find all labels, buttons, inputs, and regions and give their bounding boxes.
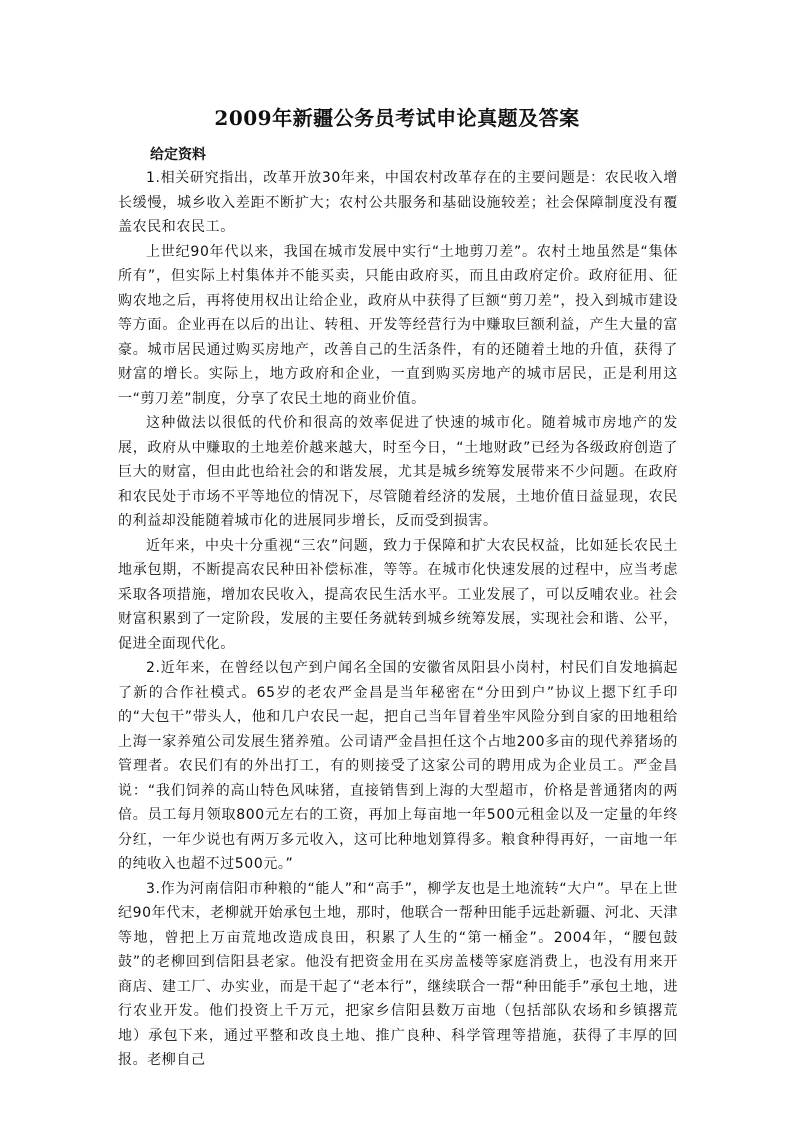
- paragraph-1: 1.相关研究指出，改革开放30年来，中国农村改革存在的主要问题是：农民收入增长缓慢，城乡收入差距不断扩大；农村公共服务和基础设施较差；社会保障制度没有覆盖农民和农民工。: [118, 170, 678, 235]
- paragraph-6: 3.作为河南信阳市种粮的“能人”和“高手”，柳学友也是土地流转“大户”。早在上世纪90年代末，老柳就开始承包土地，那时，他联合一帮种田能手远赴新疆、河北、天津等地，曾把上万亩荒地改造成良田，积累了人生的“第一桶金”。2004年，“腰包鼓鼓”的老柳回到信阳县老家。他没有把资金用在买房盖楼等家庭消费上，也没有用来开商店、建工厂、办实业，而是干起了“老本行”，继续联合一帮“种田能手”承包土地，进行农业开发。他们投资上千万元，把家乡信阳县数万亩地（包括部队农场和乡镇撂荒地）承包下来，通过平整和改良土地、推广良种、科学管理等措施，获得了丰厚的回报。老柳自己: [118, 880, 678, 1068]
- document-title: 2009年新疆公务员考试申论真题及答案: [214, 106, 580, 130]
- section-heading: 给定资料: [150, 147, 206, 163]
- paragraph-5: 2.近年来，在曾经以包产到户闻名全国的安徽省凤阳县小岗村，村民们自发地搞起了新的合作社模式。65岁的老农严金昌是当年秘密在“分田到户”协议上摁下红手印的“大包干”带头人，他和几户农民一起，把自己当年冒着坐牢风险分到自家的田地租给上海一家养殖公司发展生猪养殖。公司请严金昌担任这个占地200多亩的现代养猪场的管理者。农民们有的外出打工，有的则接受了这家公司的聘用成为企业员工。严金昌说：“我们饲养的高山特色风味猪，直接销售到上海的大型超市，价格是普通猪肉的两倍。员工每月领取800元左右的工资，再加上每亩地一年500元租金以及一定量的年终分红，一年少说也有两万多元收入，这可比种地划算得多。粮食种得再好，一亩地一年的纯收入也超不过500元。”: [118, 660, 678, 872]
- paragraph-2: 上世纪90年代以来，我国在城市发展中实行“土地剪刀差”。农村土地虽然是“集体所有”，但实际上村集体并不能买卖，只能由政府买，而且由政府定价。政府征用、征购农地之后，再将使用权出让给企业，政府从中获得了巨额“剪刀差”，投入到城市建设等方面。企业再在以后的出让、转租、开发等经营行为中赚取巨额利益，产生大量的富豪。城市居民通过购买房地产，改善自己的生活条件，有的还随着土地的升值，获得了财富的增长。实际上，地方政府和企业，一直到购买房地产的城市居民，正是利用这一“剪刀差”制度，分享了农民土地的商业价值。: [118, 243, 678, 407]
- paragraph-3: 这种做法以很低的代价和很高的效率促进了快速的城市化。随着城市房地产的发展，政府从中赚取的土地差价越来越大，时至今日，“土地财政”已经为各级政府创造了巨大的财富，但由此也给社会的和谐发展，尤其是城乡统筹发展带来不少问题。在政府和农民处于市场不平等地位的情况下，尽管随着经济的发展，土地价值日益显现，农民的利益却没能随着城市化的进展同步增长，反而受到损害。: [118, 415, 678, 529]
- document-body: [118, 144, 678, 1073]
- paragraph-4: 近年来，中央十分重视“三农”问题，致力于保障和扩大农民权益，比如延长农民土地承包期，不断提高农民种田补偿标准，等等。在城市化快速发展的过程中，应当考虑采取各项措施，增加农民收入，提高农民生活水平。工业发展了，可以反哺农业。社会财富积累到了一定阶段，发展的主要任务就转到城乡统筹发展，实现社会和谐、公平，促进全面现代化。: [118, 537, 678, 652]
